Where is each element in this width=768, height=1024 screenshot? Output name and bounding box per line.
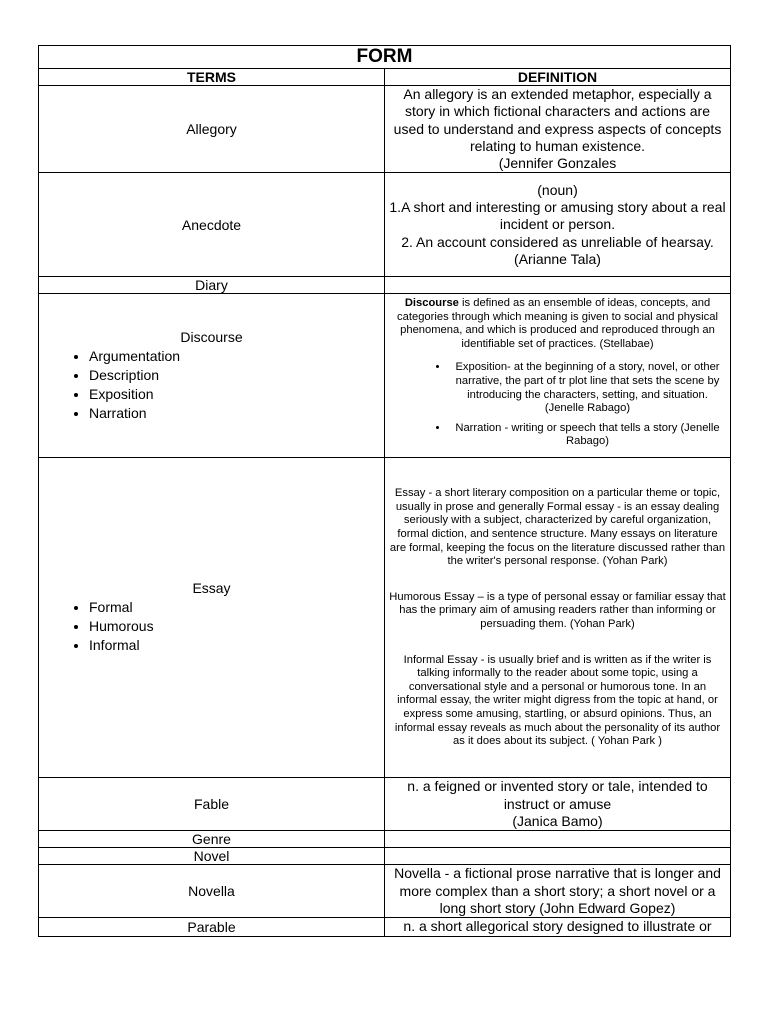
- definition-anecdote: [385, 173, 731, 277]
- table-row: [39, 277, 731, 294]
- list-item: • Narration - writing or speech that tells a story (Jenelle Rabago): [449, 422, 726, 449]
- definition-text: 2. An account considered as unreliable of hearsay.: [401, 233, 714, 250]
- table-row: [39, 458, 731, 778]
- list-item: • Description: [89, 366, 380, 385]
- list-item: • Exposition: [89, 385, 380, 404]
- term-genre: Genre: [39, 831, 385, 848]
- definition-credit: (Janica Bamo): [512, 813, 603, 830]
- term-allegory: Allegory: [39, 86, 385, 173]
- term-anecdote: Anecdote: [39, 173, 385, 277]
- term-diary: Diary: [39, 277, 385, 294]
- list-item: • Formal: [89, 598, 380, 617]
- definition-text: [389, 297, 726, 351]
- definition-intro: is defined as an ensemble of ideas, concepts, and categories through which meaning is given to social and physical phenomena, and which is produced and reproduced through an identifiable set of practices. (Stellabae): [397, 297, 718, 350]
- term-novella: Novella: [39, 865, 385, 918]
- definition-credit: (Jennifer Gonzales: [498, 155, 617, 172]
- table-row: [39, 86, 731, 173]
- table-row: [39, 918, 731, 936]
- table-row: [39, 865, 731, 918]
- definition-formal: Essay - a short literary composition on a particular theme or topic, usually in prose and generally Formal essay - is an essay dealing seriously with a subject, characterized by careful organization, formal diction, and sentence structure. Many essays on literature are formal, keeping the focus on the literature discussed rather than the writer's personal response. (Yohan Park): [389, 487, 726, 568]
- term-fable: Fable: [39, 778, 385, 831]
- definition-credit: (Arianne Tala): [514, 250, 601, 267]
- list-item: • Humorous: [89, 617, 380, 636]
- definition-text: 1.A short and interesting or amusing story about a real incident or person.: [389, 199, 726, 233]
- term-essay-title: Essay: [192, 580, 231, 597]
- definition-text: An allegory is an extended metaphor, especially a story in which fictional characters and actions are used to understand and express aspects of concepts relating to human existence.: [393, 86, 722, 154]
- list-item: • Narration: [89, 404, 380, 423]
- table-title: FORM: [39, 46, 731, 69]
- table-row: [39, 778, 731, 831]
- definition-novel: [385, 848, 731, 865]
- term-essay: [39, 458, 385, 778]
- definition-discourse: [385, 294, 731, 458]
- essay-subtypes: [43, 598, 380, 655]
- definition-novella: Novella - a fictional prose narrative that is longer and more complex than a short story; a short novel or a long short story (John Edward Gopez): [385, 865, 731, 918]
- term-discourse-title: Discourse: [180, 328, 243, 345]
- definition-allegory: [385, 86, 731, 173]
- table-row: [39, 173, 731, 277]
- definition-genre: [385, 831, 731, 848]
- table-row: [39, 831, 731, 848]
- definition-diary: [385, 277, 731, 294]
- term-novel: Novel: [39, 848, 385, 865]
- table-row: [39, 294, 731, 458]
- definition-essay: [385, 458, 731, 778]
- list-item: • Informal: [89, 636, 380, 655]
- definition-informal: Informal Essay - is usually brief and is written as if the writer is talking informally to the reader about some topic, using a conversational style and a personal or humorous tone. In an informal essay, the writer might digress from the topic at hand, or express some amusing, startling, or absurd opinions. Thus, an informal essay reveals as much about the personality of its author as it does about its subject. ( Yohan Park ): [394, 653, 721, 748]
- definition-parable: n. a short allegorical story designed to illustrate or: [385, 918, 731, 936]
- definition-pos: (noun): [537, 181, 578, 198]
- discourse-bullets: [389, 361, 726, 449]
- discourse-subtypes: [43, 347, 380, 423]
- definition-humorous: Humorous Essay – is a type of personal essay or familiar essay that has the primary aim of amusing readers rather than informing or persuading them. (Yohan Park): [389, 590, 726, 630]
- header-definition: DEFINITION: [385, 69, 731, 86]
- header-terms: TERMS: [39, 69, 385, 86]
- list-item: • Argumentation: [89, 347, 380, 366]
- bold-term: Discourse: [404, 297, 459, 310]
- definition-text: n. a feigned or invented story or tale, intended to instruct or amuse: [407, 778, 708, 812]
- term-parable: Parable: [39, 918, 385, 936]
- list-item: • Exposition- at the beginning of a story, novel, or other narrative, the part of tr plot line that sets the scene by introducing the characters, setting, and situation. (Jenelle Rabago): [449, 361, 726, 415]
- table-row: [39, 848, 731, 865]
- definition-fable: [385, 778, 731, 831]
- term-discourse: [39, 294, 385, 458]
- form-table: [38, 45, 731, 937]
